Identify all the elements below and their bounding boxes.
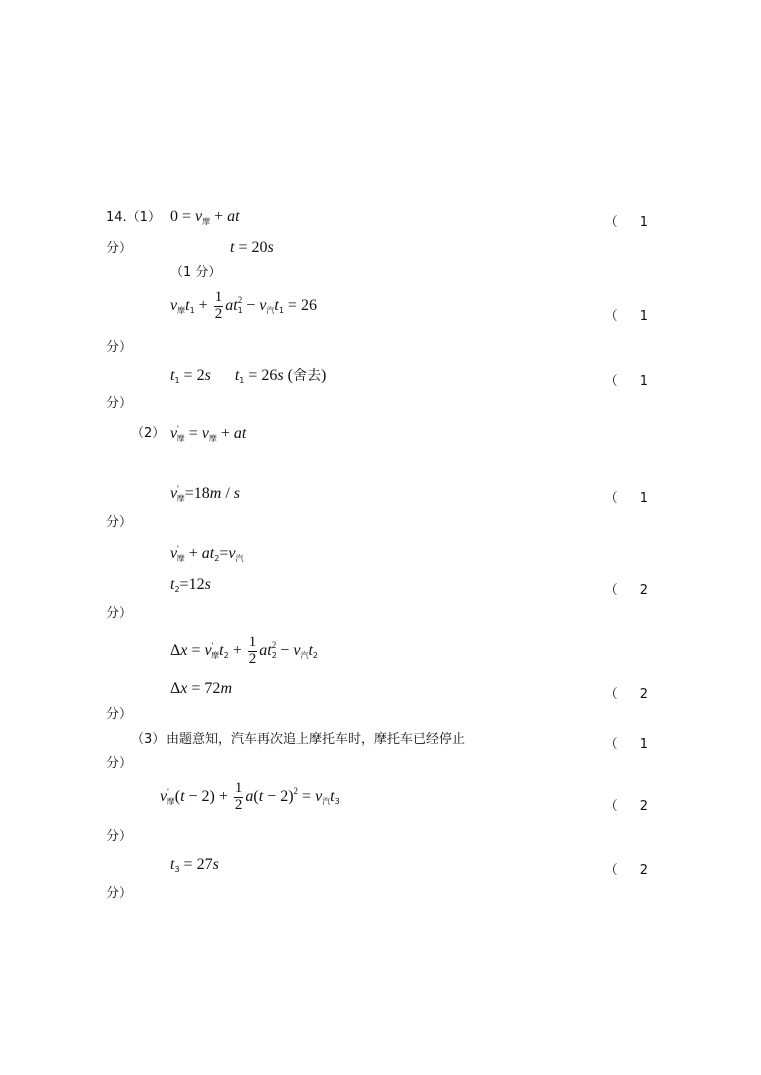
score-line-1: （ 1	[604, 215, 657, 230]
score-cont-1: 分）	[106, 241, 133, 256]
equation-line-21: $t_3 = 27s$	[170, 856, 219, 874]
score-line-21: （ 2	[604, 863, 657, 878]
score-cont-19: 分）	[106, 829, 133, 844]
score-line-12: （ 2	[604, 583, 657, 598]
score-cont-6: 分）	[106, 396, 133, 411]
score-cont-4: 分）	[106, 340, 133, 355]
part-2-label: （2）	[131, 426, 166, 441]
equation-line-15: Δx = 72m	[170, 680, 232, 697]
equation-line-11: $v'_摩 + at_2=v_汽$	[170, 544, 244, 563]
fraction-half: $\frac{1}{2}$	[214, 289, 223, 322]
score-note: （1 分）	[170, 265, 222, 280]
score-cont-21: 分）	[106, 886, 133, 901]
equation-line-4: $v_摩t_1$ + $\frac{1}{2}$ $at_1^2 - v_汽t_1 = 26$	[170, 289, 317, 322]
score-line-6: （ 1	[604, 374, 657, 389]
equation-line-2: t = 20s	[230, 239, 274, 256]
score-cont-12: 分）	[106, 606, 133, 621]
question-number-14: 14.（1）	[106, 210, 161, 225]
score-line-17: （ 1	[604, 737, 657, 752]
equation-line-19: $v'_摩(t - 2)$ + $\frac{1}{2}$ $a(t - 2)^2 = v_汽t_3$	[160, 780, 340, 813]
equation-line-1: $0 = v_摩$ + at	[170, 208, 240, 226]
equation-line-12: $t_2=12s$	[170, 576, 211, 594]
score-line-4: （ 1	[604, 309, 657, 324]
score-line-9: （ 1	[604, 491, 657, 506]
score-cont-9: 分）	[106, 515, 133, 530]
fraction-half: $\frac{1}{2}$	[234, 780, 243, 813]
score-line-15: （ 2	[604, 687, 657, 702]
part-3-statement: 由题意知，汽车再次追上摩托车时，摩托车已经停止	[166, 732, 466, 747]
equation-line-14: $\Delta x = v'_摩t_2$ + $\frac{1}{2}$ $at_2^2 - v_汽t_2$	[170, 634, 318, 667]
fraction-half: $\frac{1}{2}$	[248, 634, 257, 667]
equation-line-8: $v'_摩 = v_摩$ + at	[170, 424, 247, 443]
score-cont-15: 分）	[106, 707, 133, 722]
part-3-label: （3）	[131, 732, 166, 747]
score-cont-17: 分）	[106, 756, 133, 771]
score-line-19: （ 2	[604, 799, 657, 814]
equation-line-6: $t_1 = 2s$ $t_1 = 26s$ (舍去)	[170, 367, 327, 385]
equation-line-9: $v'_摩=18m / s$	[170, 484, 241, 503]
